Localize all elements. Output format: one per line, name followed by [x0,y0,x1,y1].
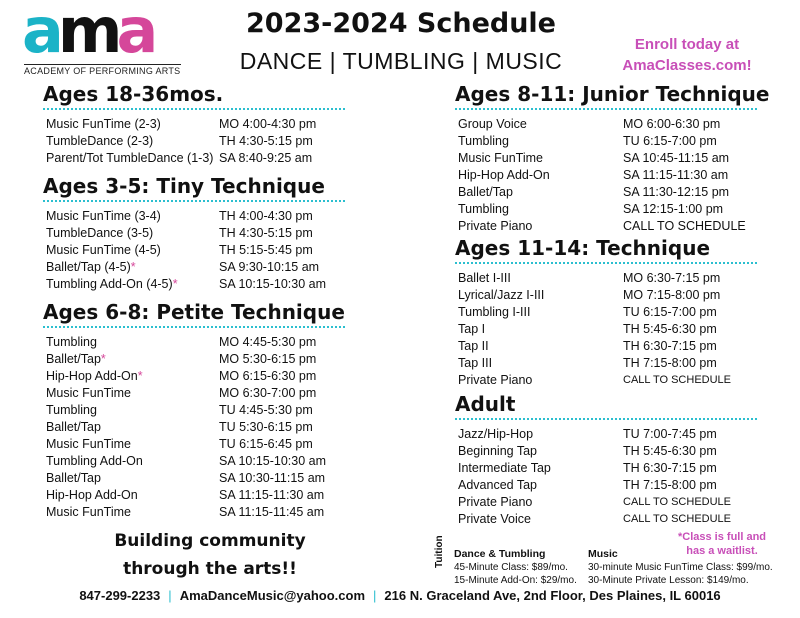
class-name-text: Tumbling [458,134,509,148]
waitlist-asterisk: * [100,352,106,366]
class-time: MO 4:00-4:30 pm [219,117,317,131]
schedule-row [455,116,757,133]
class-time: TH 6:30-7:15 pm [623,339,717,353]
class-name [458,460,551,477]
schedule-row [455,133,757,150]
class-time: MO 7:15-8:00 pm [623,288,721,302]
section-ages-8-11 [455,82,770,235]
class-name [46,487,138,504]
class-time: SA 11:15-11:30 am [623,168,729,182]
class-time: MO 6:30-7:15 pm [623,271,721,285]
schedule-row [43,242,345,259]
tagline-line-1: Building community [114,531,306,551]
section-divider [43,326,345,328]
class-name [458,270,511,287]
tuition-music-title: Music [588,548,618,560]
class-name-text: Intermediate Tap [458,461,551,475]
class-name [46,116,161,133]
schedule-row [455,338,757,355]
class-name [46,225,153,242]
tuition-dance-title: Dance & Tumbling [454,548,546,560]
enroll-link[interactable]: AmaClasses.com! [622,57,752,74]
class-name [458,133,509,150]
class-time: SA 11:30-12:15 pm [623,185,730,199]
class-name [458,304,530,321]
class-time: SA 9:30-10:15 am [219,260,320,274]
page-title: 2023-2024 Schedule [246,8,556,39]
schedule-row [43,487,345,504]
section-divider [455,418,757,420]
schedule-row [455,167,757,184]
section-adult [455,392,757,528]
class-name [458,426,533,443]
class-name-text: Private Voice [458,512,531,526]
schedule-row [455,372,757,389]
class-name [458,443,537,460]
class-name [46,402,97,419]
section-ages-6-8 [43,300,345,521]
footer-phone[interactable]: 847-299-2233 [79,588,161,603]
class-name-text: Music FunTime (3-4) [46,209,161,223]
schedule-list [455,426,757,528]
class-time: TU 5:30-6:15 pm [219,420,313,434]
class-name [46,436,131,453]
class-time: TU 4:45-5:30 pm [219,403,313,417]
class-time: SA 10:15-10:30 am [219,454,327,468]
enroll-line-1: Enroll today at [634,36,740,53]
schedule-row [455,321,757,338]
schedule-row [455,477,757,494]
section-title: Ages 18-36mos. [43,82,224,106]
class-name-text: Music FunTime (2-3) [46,117,161,131]
waitlist-asterisk: * [130,260,136,274]
class-time: SA 10:45-11:15 am [623,151,730,165]
class-time: MO 6:00-6:30 pm [623,117,721,131]
class-name-text: Lyrical/Jazz I-III [458,288,545,302]
class-name-text: Group Voice [458,117,527,131]
class-name-text: Tumbling [46,403,97,417]
class-name-text: Ballet/Tap [458,185,513,199]
section-title: Ages 3-5: Tiny Technique [43,174,325,198]
class-name-text: Music FunTime [458,151,543,165]
schedule-row [455,150,757,167]
class-name [46,259,136,276]
class-time: MO 4:45-5:30 pm [219,335,317,349]
class-name-text: Hip-Hop Add-On [46,488,138,502]
schedule-row [43,385,345,402]
waitlist-note [672,530,772,558]
class-name [458,494,532,511]
class-name [458,287,544,304]
schedule-row [43,436,345,453]
waitlist-asterisk: * [172,277,178,291]
class-time: SA 10:15-10:30 am [219,277,327,291]
class-name [46,419,101,436]
class-name [46,504,131,521]
class-name [46,133,153,150]
class-name [46,242,161,259]
class-name-text: TumbleDance (2-3) [46,134,154,148]
class-name [46,453,143,470]
class-time: MO 6:30-7:00 pm [219,386,317,400]
section-title: Ages 8-11: Junior Technique [455,82,770,106]
schedule-row [43,133,345,150]
schedule-row [43,116,345,133]
tuition-label: Tuition [434,535,445,568]
class-time: TH 6:30-7:15 pm [623,461,717,475]
schedule-list [43,208,345,293]
schedule-list [43,334,345,521]
class-name [458,167,550,184]
schedule-row [43,419,345,436]
class-name [458,355,492,372]
logo-letters [22,0,153,67]
class-name-text: Music FunTime (4-5) [46,243,161,257]
schedule-row [43,368,345,385]
class-name-text: Ballet/Tap (4-5) [46,260,131,274]
section-ages-11-14 [455,236,757,389]
class-name-text: Private Piano [458,495,533,509]
section-divider [455,108,757,110]
page-subtitle: DANCE | TUMBLING | MUSIC [239,48,563,74]
class-name [46,276,178,293]
section-ages-3-5 [43,174,345,293]
class-time: SA 11:15-11:45 am [219,505,325,519]
section-title: Ages 11-14: Technique [455,236,711,260]
class-time: CALL TO SCHEDULE [623,496,732,508]
class-name [46,470,101,487]
class-name [458,372,532,389]
class-name [458,338,489,355]
class-time: TH 7:15-8:00 pm [623,356,717,370]
class-time: TH 4:30-5:15 pm [219,134,313,148]
class-time: SA 8:40-9:25 am [219,151,313,165]
schedule-row [455,511,757,528]
logo-letter-m: m [57,0,117,67]
class-name-text: Ballet/Tap [46,352,101,366]
class-time: TU 6:15-6:45 pm [219,437,313,451]
class-time: TH 5:45-6:30 pm [623,444,717,458]
logo-letter-a: a [22,0,58,67]
section-divider [43,200,345,202]
schedule-row [43,351,345,368]
class-time: SA 10:30-11:15 am [219,471,326,485]
schedule-row [43,276,345,293]
schedule-row [455,270,757,287]
schedule-row [455,355,757,372]
section-divider [455,262,757,264]
schedule-row [43,208,345,225]
schedule-row [43,150,345,167]
class-time: SA 11:15-11:30 am [219,488,325,502]
class-time: TU 7:00-7:45 pm [623,427,717,441]
schedule-row [43,334,345,351]
section-title: Ages 6-8: Petite Technique [43,300,345,324]
class-name-text: Music FunTime [46,437,131,451]
schedule-row [43,470,345,487]
class-time: TU 6:15-7:00 pm [623,305,717,319]
schedule-row [455,184,757,201]
class-name-text: Tap II [458,339,489,353]
class-name [46,334,97,351]
schedule-row [455,304,757,321]
class-time: CALL TO SCHEDULE [623,374,732,386]
class-name [46,351,106,368]
section-ages-18-36 [43,82,345,167]
class-name [458,150,543,167]
enroll-callout [622,34,752,76]
schedule-row [43,453,345,470]
tagline [90,527,330,583]
schedule-list [455,116,757,235]
class-name-text: Parent/Tot TumbleDance (1-3) [46,151,214,165]
tuition-dance-line-1: 45-Minute Class: $89/mo. [454,562,568,573]
class-time: MO 6:15-6:30 pm [219,369,317,383]
class-name-text: Tumbling I-III [458,305,531,319]
class-time: TH 5:15-5:45 pm [219,243,313,257]
schedule-row [455,426,757,443]
waitlist-note-line-2: has a waitlist. [686,545,758,557]
class-name [458,116,527,133]
section-title: Adult [455,392,516,416]
class-name-text: Ballet/Tap [46,420,101,434]
tuition-dance-line-2: 15-Minute Add-On: $29/mo. [454,575,577,586]
logo [22,0,202,76]
class-name-text: Private Piano [458,219,533,233]
schedule-row [455,460,757,477]
class-time: CALL TO SCHEDULE [623,219,746,233]
class-name-text: Ballet/Tap [46,471,101,485]
schedule-list [43,116,345,167]
footer [0,588,800,603]
tuition-dance [454,548,577,587]
class-time: CALL TO SCHEDULE [623,513,732,525]
logo-tagline: ACADEMY OF PERFORMING ARTS [24,66,181,76]
class-time: TH 4:30-5:15 pm [219,226,313,240]
class-time: TH 7:15-8:00 pm [623,478,717,492]
class-time: MO 5:30-6:15 pm [219,352,317,366]
class-name [46,150,213,167]
class-name-text: Hip-Hop Add-On [458,168,550,182]
class-name-text: Private Piano [458,373,533,387]
class-name-text: Tumbling [458,202,509,216]
class-name-text: Advanced Tap [458,478,537,492]
class-name-text: Hip-Hop Add-On [46,369,138,383]
schedule-row [455,443,757,460]
schedule-list [455,270,757,389]
schedule-row [455,218,757,235]
footer-separator: | [373,588,377,603]
schedule-row [43,402,345,419]
class-time: TU 6:15-7:00 pm [623,134,717,148]
class-name [458,511,531,528]
class-name-text: Jazz/Hip-Hop [458,427,534,441]
class-name-text: Music FunTime [46,505,131,519]
schedule-row [455,201,757,218]
class-name [46,208,161,225]
class-name [458,218,532,235]
class-name [458,321,485,338]
class-name [46,385,131,402]
class-name-text: Beginning Tap [458,444,538,458]
class-name [458,184,513,201]
waitlist-note-line-1: *Class is full and [677,531,767,543]
footer-separator: | [168,588,172,603]
class-name-text: Tap I [458,322,486,336]
class-name [458,477,537,494]
schedule-row [43,259,345,276]
class-name-text: Tumbling [46,335,97,349]
class-name [458,201,509,218]
class-name-text: Tumbling Add-On (4-5) [46,277,173,291]
tuition-music-line-2: 30-Minute Private Lesson: $149/mo. [588,575,749,586]
class-time: SA 12:15-1:00 pm [623,202,724,216]
class-name-text: Ballet I-III [458,271,511,285]
class-name [46,368,143,385]
footer-address: 216 N. Graceland Ave, 2nd Floor, Des Plaines, IL 60016 [384,588,721,603]
class-time: TH 5:45-6:30 pm [623,322,717,336]
waitlist-asterisk: * [137,369,143,383]
footer-email[interactable]: AmaDanceMusic@yahoo.com [179,588,366,603]
class-name-text: Tap III [458,356,493,370]
logo-letter-a-second: a [116,0,153,67]
section-divider [43,108,345,110]
tagline-line-2: through the arts!! [123,559,297,579]
schedule-row [43,504,345,521]
schedule-row [43,225,345,242]
class-name-text: TumbleDance (3-5) [46,226,154,240]
schedule-row [455,494,757,511]
schedule-row [455,287,757,304]
tuition-music-line-1: 30-minute Music FunTime Class: $99/mo. [588,562,773,573]
class-time: TH 4:00-4:30 pm [219,209,313,223]
class-name-text: Music FunTime [46,386,131,400]
class-name-text: Tumbling Add-On [46,454,143,468]
